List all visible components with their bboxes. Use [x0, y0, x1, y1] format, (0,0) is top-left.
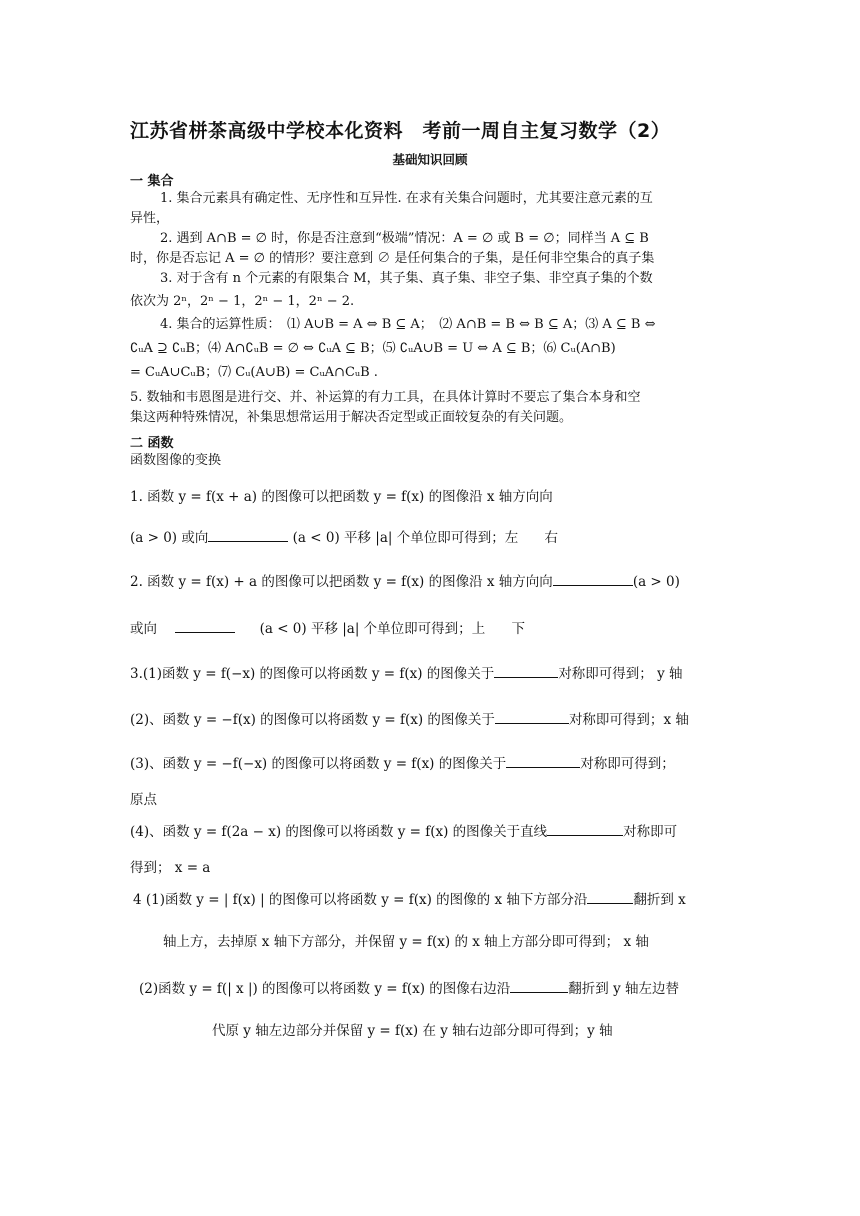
sets-item-2-line-2: 时，你是否忘记 A = ∅ 的情形？要注意到 ∅ 是任何集合的子集，是任何非空集合的真子集 [130, 251, 655, 266]
q3-4-text-c: 得到； [130, 860, 171, 876]
sets-item-1-line-1: 1. 集合元素具有确定性、无序性和互异性. 在求有关集合问题时，尤其要注意元素的互 [160, 191, 653, 206]
q3-1-answer: y 轴 [657, 666, 683, 682]
q2-blank-2[interactable] [175, 620, 235, 633]
sets-item-5-line-1: 5. 数轴和韦恩图是进行交、并、补运算的有力工具，在具体计算时不要忘了集合本身和空 [130, 390, 641, 405]
q1-answer-left: 左 [504, 530, 519, 546]
q3-4-answer: x = a [174, 860, 211, 876]
q1-answer-right: 右 [544, 530, 559, 546]
q3-1-text-a: 3.(1)函数 y = f(−x) 的图像可以将函数 y = f(x) 的图像关于 [130, 666, 495, 682]
q4-1-answer: x 轴 [623, 934, 649, 950]
q4-2-text-a: (2)函数 y = f(| x |) 的图像可以将函数 y = f(x) 的图像右边沿 [139, 981, 511, 997]
q3-2-blank[interactable] [495, 711, 569, 724]
q4-2-line-2 [212, 1021, 613, 1041]
q2-answer-up: 上 [471, 621, 486, 637]
section-heading-functions: 二 函数 [130, 436, 174, 451]
q2-text-a: 2. 函数 y = f(x) + a 的图像可以把函数 y = f(x) 的图像沿 x 轴方向向 [130, 574, 553, 590]
q2-text-d: (a < 0) 平移 |a| 个单位即可得到； [259, 621, 472, 637]
sets-item-4-line-3: = CᵤA∪CᵤB；⑺ Cᵤ(A∪B) = CᵤA∩CᵤB . [130, 365, 378, 380]
q4-1-line [133, 890, 686, 910]
q3-4-text-a: (4)、函数 y = f(2a − x) 的图像可以将函数 y = f(x) 的图像关于直线 [130, 824, 548, 840]
q4-2-text-b: 翻折到 y 轴左边替 [568, 981, 680, 997]
q3-3-line [130, 754, 675, 774]
q4-1-blank[interactable] [587, 891, 633, 904]
q1-text-b: (a < 0) 平移 |a| 个单位即可得到； [292, 530, 505, 546]
q4-2-answer: y 轴 [587, 1023, 613, 1039]
sets-item-1-line-2: 异性， [130, 211, 170, 226]
q2-blank-1[interactable] [553, 573, 633, 586]
section-heading-sets: 一 集合 [130, 174, 174, 189]
q3-4-line [130, 822, 677, 842]
q3-4-blank[interactable] [547, 823, 623, 836]
sets-item-4-line-1: 4. 集合的运算性质： ⑴ A∪B = A ⇔ B ⊆ A； ⑵ A∩B = B ⇔ B ⊆ A；⑶ A ⊆ B ⇔ [160, 317, 656, 332]
q3-1-blank[interactable] [494, 665, 558, 678]
sets-item-3-line-1: 3. 对于含有 n 个元素的有限集合 M，其子集、真子集、非空子集、非空真子集的个数 [160, 271, 653, 286]
q3-3-answer: 原点 [130, 792, 157, 808]
q1-line-2 [130, 528, 558, 548]
q4-2-line [139, 979, 679, 999]
q4-2-blank[interactable] [510, 980, 568, 993]
q3-3-blank[interactable] [506, 755, 580, 768]
sets-item-2-line-1: 2. 遇到 A∩B = ∅ 时，你是否注意到“极端”情况：A = ∅ 或 B = ∅；同样当 A ⊆ B [160, 231, 649, 246]
q3-1-line [130, 664, 683, 684]
functions-subheading: 函数图像的变换 [130, 453, 222, 468]
q3-2-line [130, 710, 689, 730]
section-subtitle: 基础知识回顾 [392, 152, 468, 167]
q1-text-a: (a > 0) 或向 [130, 530, 209, 546]
q4-1-text-c: 轴上方，去掉原 x 轴下方部分，并保留 y = f(x) 的 x 轴上方部分即可得到； [163, 934, 620, 950]
q4-1-text-b: 翻折到 x [633, 892, 686, 908]
q1-line-1: 1. 函数 y = f(x + a) 的图像可以把函数 y = f(x) 的图像沿 x 轴方向向 [130, 489, 553, 505]
q3-1-text-b: 对称即可得到； [558, 666, 653, 682]
q2-line-2 [130, 619, 525, 639]
q3-4-line-2 [130, 858, 210, 878]
q2-answer-down: 下 [511, 621, 525, 637]
q3-2-answer: x 轴 [663, 712, 689, 728]
q3-2-text-b: 对称即可得到； [568, 712, 664, 728]
q3-3-text-b: 对称即可得到； [580, 756, 675, 772]
q3-4-text-b: 对称即可 [623, 824, 678, 840]
q4-1-line-2 [163, 932, 649, 952]
q4-1-text-a: 4 (1)函数 y = | f(x) | 的图像可以将函数 y = f(x) 的图像的 x 轴下方部分沿 [133, 892, 588, 908]
sets-item-5-line-2: 集这两种特殊情况，补集思想常运用于解决否定型或正面较复杂的有关问题。 [130, 410, 573, 425]
sets-item-3-line-2: 依次为 2ⁿ，2ⁿ − 1，2ⁿ − 1，2ⁿ − 2. [130, 294, 355, 309]
sets-item-4-line-2: ∁ᵤA ⊇ ∁ᵤB；⑷ A∩∁ᵤB = ∅ ⇔ ∁ᵤA ⊆ B；⑸ ∁ᵤA∪B = U ⇔ A ⊆ B；⑹ Cᵤ(A∩B) [130, 341, 616, 356]
q1-blank[interactable] [208, 529, 288, 542]
q2-text-b: (a > 0) [632, 574, 680, 590]
q2-text-c: 或向 [130, 621, 157, 637]
q3-3-text-a: (3)、函数 y = −f(−x) 的图像可以将函数 y = f(x) 的图像关于 [130, 756, 507, 772]
page-title: 江苏省栟茶高级中学校本化资料 考前一周自主复习数学（2） [130, 120, 671, 142]
q2-line-1 [130, 572, 680, 592]
q4-2-text-c: 代原 y 轴左边部分并保留 y = f(x) 在 y 轴右边部分即可得到； [212, 1023, 588, 1039]
q3-2-text-a: (2)、函数 y = −f(x) 的图像可以将函数 y = f(x) 的图像关于 [130, 712, 495, 728]
